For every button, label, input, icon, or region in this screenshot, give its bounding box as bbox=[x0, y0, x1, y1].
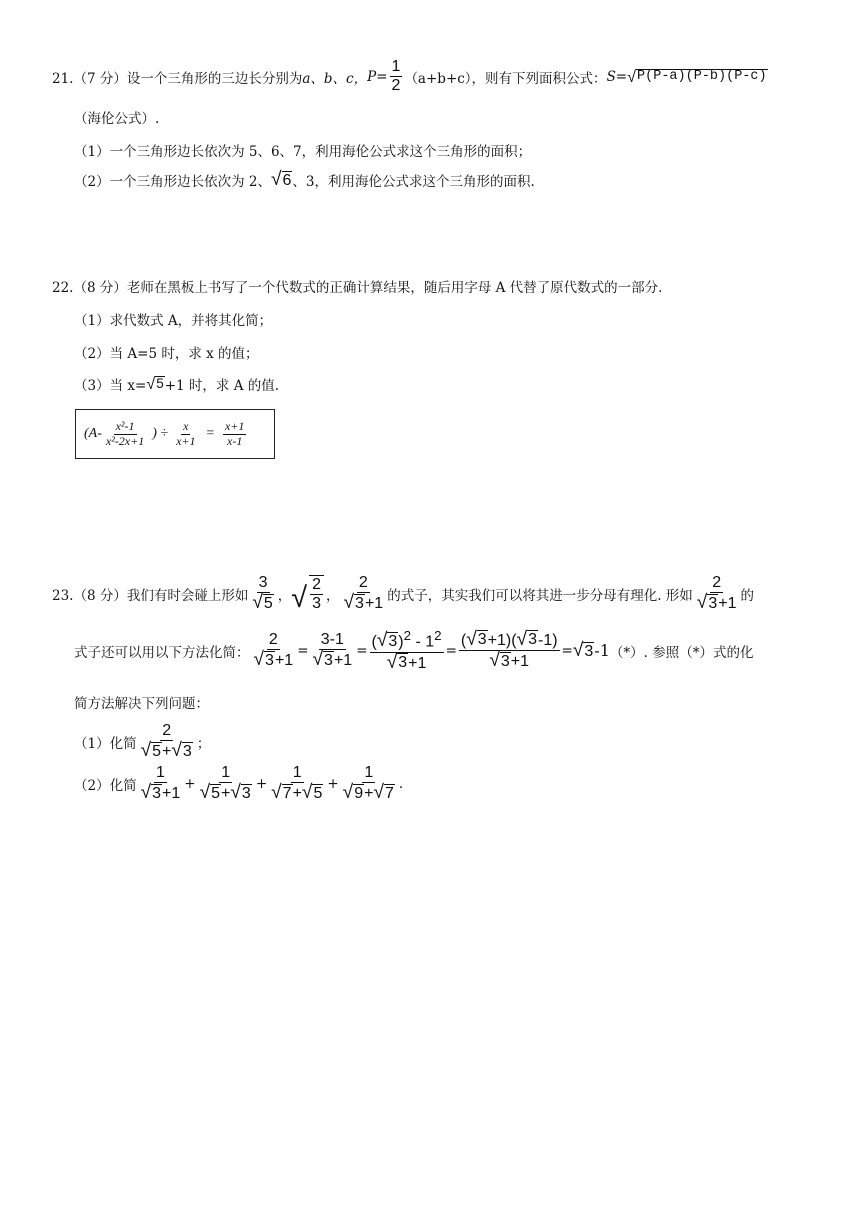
q23-line2: 式子还可以用以下方法化简： 2 √ 3 +1 = 3-1 √ 3 +1 = ( √ 3 )$^2 - 1^2$ √ 3 +1 = ( √ 3 +1)( √ 3 -1) √ 3 +1 = √ 3 -1 （*）. 参照（*）式的化 bbox=[74, 628, 754, 673]
q22-part3: （3）当 x= √ 5 +1 时，求 A 的值. bbox=[74, 374, 280, 394]
box-frac-3: $\frac{x+1}{x-1}$ bbox=[224, 418, 245, 448]
frac-2-sqrt3-plus1: 2 √ 3 +1 bbox=[343, 574, 384, 614]
q23-part1: （1）化简 2 √ 5 + √ 3 ； bbox=[74, 722, 211, 762]
q21-note: （海伦公式）. bbox=[74, 111, 160, 127]
sqrt-2-over-3: √ $\frac{2}{3}$ bbox=[291, 575, 326, 614]
q21-part2: （2）一个三角形边长依次为 2、 √ 6 、3，利用海伦公式求这个三角形的面积. bbox=[74, 169, 535, 191]
q22-part2: （2）当 A=5 时，求 x 的值； bbox=[74, 346, 259, 362]
q21-p-expr: （a+b+c），则有下列面积公式： bbox=[404, 70, 607, 87]
q23-line1: 23.（8 分）我们有时会碰上形如 3 √ 5 ， √ $\frac{2}{3}$ ， 2 √ 3 +1 的式子，其实我们可以将其进一步分母有理化. 形如 2 √ 3 +1 的 bbox=[52, 574, 754, 615]
q21-prefix: 21.（7 分）设一个三角形的三边长分别为 bbox=[52, 70, 303, 87]
blackboard-expression-box: (A- $\frac{\text{x²-1}}{\text{x²-2x+1}}$ ) ÷ $\frac{x}{x+1}$ = $\frac{x+1}{x-1}$ bbox=[75, 409, 275, 459]
q23-line3: 简方法解决下列问题： bbox=[74, 696, 209, 712]
box-frac-2: $\frac{x}{x+1}$ bbox=[176, 418, 196, 448]
step4: ( √ 3 +1)( √ 3 -1) √ 3 +1 bbox=[460, 628, 558, 672]
sqrt5: √ 5 bbox=[146, 374, 164, 393]
step3: ( √ 3 )$^2 - 1^2$ √ 3 +1 bbox=[371, 628, 442, 673]
box-frac-1: $\frac{\text{x²-1}}{\text{x²-2x+1}}$ bbox=[105, 418, 145, 448]
step1: 2 √ 3 +1 bbox=[253, 630, 294, 671]
sqrt6: √ 6 bbox=[270, 169, 292, 191]
q21-heron-formula: √ P(P-a)(P-b)(P-c) bbox=[627, 67, 767, 86]
q22-part1: （1）求代数式 A，并将其化简； bbox=[74, 313, 273, 329]
result: √ 3 bbox=[572, 639, 594, 661]
q21-s-eq: S= bbox=[606, 68, 628, 85]
q22-stem: 22.（8 分）老师在黑板上书写了一个代数式的正确计算结果，随后用字母 A 代替了原代数式的一部分. bbox=[52, 280, 663, 296]
q21-abc: a、b、c， bbox=[302, 70, 368, 87]
q23-part2: （2）化简 1 √ 3 +1 + 1 √ 5 + √ 3 + 1 √ 7 + √ 5 + 1 √ 9 + √ 7 . bbox=[74, 764, 404, 804]
frac-2-sqrt3-plus1-b: 2 √ 3 +1 bbox=[696, 574, 737, 614]
q21-part1: （1）一个三角形边长依次为 5、6、7，利用海伦公式求这个三角形的面积； bbox=[74, 144, 532, 160]
frac-3-sqrt5: 3 √ 5 bbox=[252, 574, 273, 614]
q21-line1 bbox=[52, 58, 768, 96]
q21-p-eq: P= bbox=[367, 68, 388, 85]
q21-half: $\frac{1}{2}$ bbox=[391, 58, 401, 95]
step2: 3-1 √ 3 +1 bbox=[312, 630, 353, 671]
